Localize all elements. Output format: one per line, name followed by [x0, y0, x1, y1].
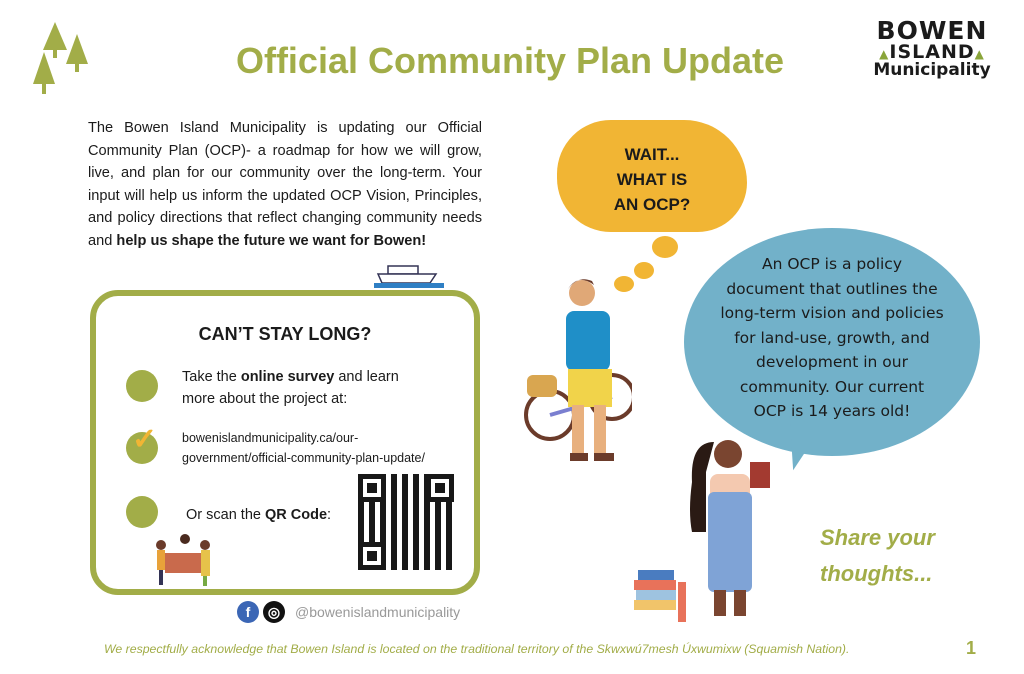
qr-text: Or scan the QR Code: — [186, 507, 332, 523]
market-stall-illustration — [151, 531, 221, 591]
thought-dot — [634, 262, 654, 279]
checkmark-icon: ✓ — [132, 423, 158, 456]
page-title: Official Community Plan Update — [235, 40, 785, 81]
thought-bubble: WAIT... WHAT IS AN OCP? — [557, 120, 747, 232]
trees-icon — [30, 20, 92, 95]
girl-reading-illustration — [630, 432, 780, 627]
share-your-thoughts: Share your thoughts... — [820, 525, 935, 586]
bowen-island-logo: BOWEN ▲ISLAND▲ Municipality — [873, 16, 991, 80]
intro-paragraph: The Bowen Island Municipality is updating our Official Community Plan (OCP)- a roadmap for how we will grow, live, and plan for our community over the long-term. Your input will help us inform the updated OCP Vision, Principles, and policy directions that reflect changing community needs and help us shape the future we want for Bowen! — [88, 120, 482, 249]
speech-bubble: An OCP is a policy document that outlines the long-term vision and policies for land-use, growth, and development in our community. Our current OCP is 14 years old! — [684, 228, 980, 456]
cant-stay-long-box — [90, 290, 480, 595]
social-links — [237, 601, 460, 623]
project-url-link[interactable]: bowenislandmunicipality.ca/our- government/official-community-plan-update/ — [182, 431, 425, 465]
boy-with-bicycle-illustration — [512, 275, 632, 470]
bullet-dot — [126, 370, 158, 402]
survey-text: Take the online survey and learn more about the project at: — [182, 369, 399, 407]
ferry-icon — [374, 262, 444, 290]
online-survey-link[interactable]: online survey — [240, 369, 335, 385]
instagram-icon[interactable]: ◎ — [263, 601, 285, 623]
bullet-dot — [126, 496, 158, 528]
box-title: CAN’T STAY LONG? — [198, 324, 372, 344]
thought-dot — [652, 236, 678, 258]
page-number: 1 — [966, 638, 977, 658]
social-handle[interactable]: @bowenislandmunicipality — [295, 604, 461, 620]
land-acknowledgement: We respectfully acknowledge that Bowen Island is located on the traditional territory of the Skwxwú7mesh Úxwumixw (Squamish Nation). — [104, 642, 850, 656]
facebook-icon[interactable]: f — [237, 601, 259, 623]
bullet-check — [126, 423, 158, 464]
qr-code[interactable] — [358, 474, 454, 570]
